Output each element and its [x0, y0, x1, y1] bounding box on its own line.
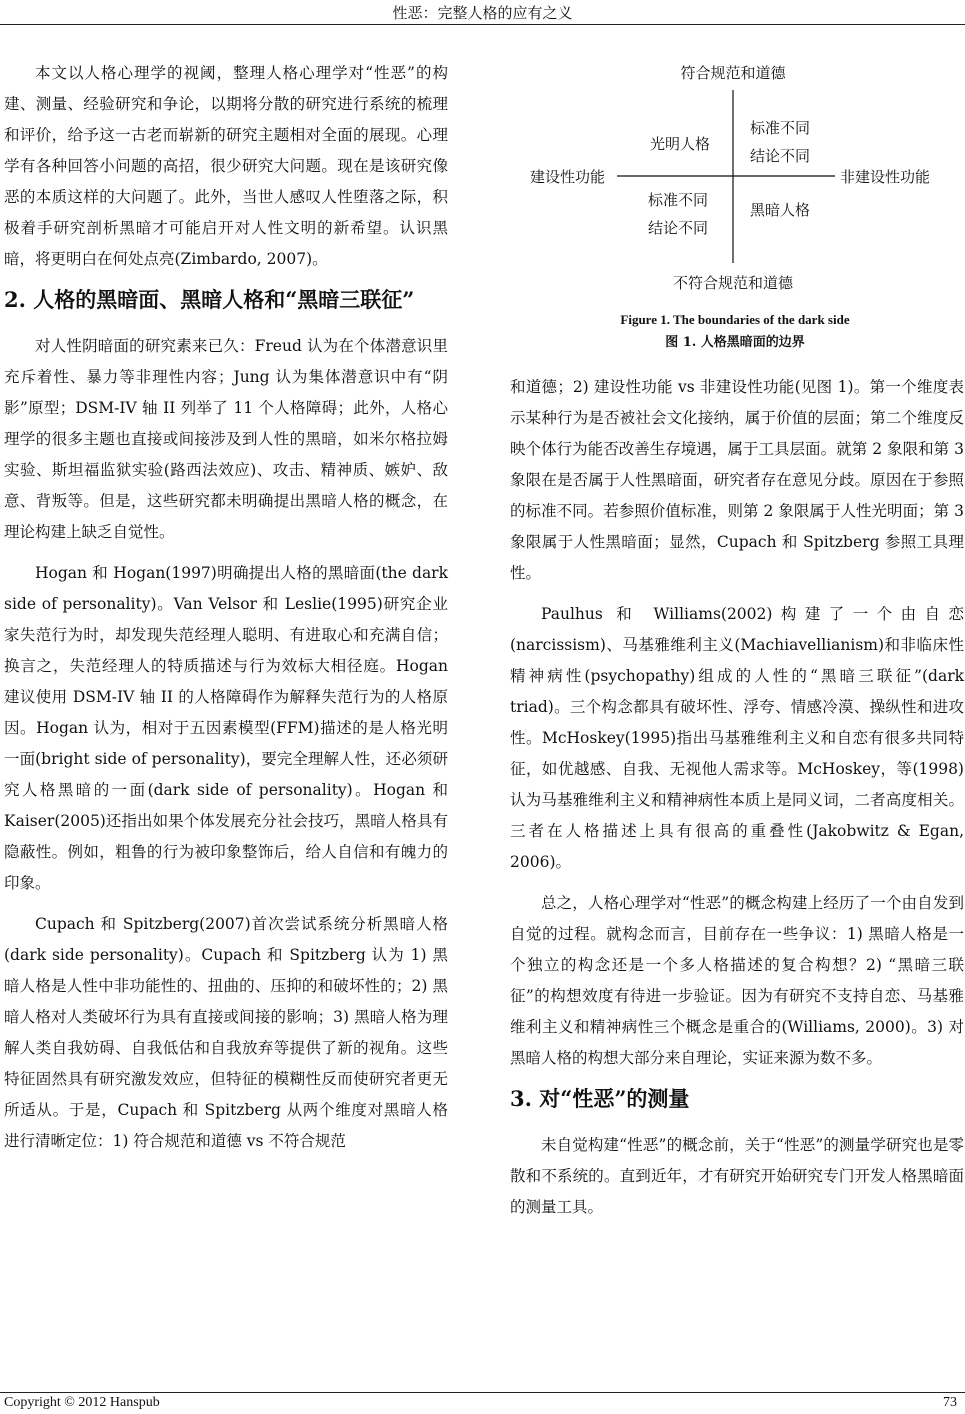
section-heading: 2. 人格的黑暗面、黑暗人格和“黑暗三联征” [4, 287, 415, 312]
axis-label-left: 建设性功能 [530, 168, 606, 186]
quadrant-label-dark: 黑暗人格 [749, 201, 811, 219]
page-number: 73 [943, 1395, 957, 1410]
left-column [4, 58, 448, 1167]
axis-label-bottom: 不符合规范和道德 [672, 274, 794, 292]
axis-label-top: 符合规范和道德 [680, 64, 786, 82]
section-heading: 3. 对“性恶”的测量 [510, 1086, 690, 1111]
running-header: 性恶：完整人格的应有之义 [392, 4, 573, 22]
paragraph: 总之，人格心理学对“性恶”的概念构建上经历了一个由自发到自觉的过程。就构念而言，目前存在一些争议：1) 黑暗人格是一个独立的构念还是一个多人格描述的复合构想？2) “黑暗三联征”的构想效度有待进一步验证。因为有研究不支持自恋、马基雅维利主义和精神病性三个概念是重合的(Williams, 2000)。3) 对黑暗人格的构想大部分来自理论，实证来源为数不多。 [510, 894, 964, 1067]
paragraph: Cupach 和 Spitzberg(2007)首次尝试系统分析黑暗人格(dark side personality)。Cupach 和 Spitzberg 认为 1) 黑暗人格是人性中非功能性的、扭曲的、压抑的和破坏性的；2) 黑暗人格对人类破坏行为具有直接或间接的影响；3) 黑暗人格为理解人类自我妨碍、自我低估和自我放弃等提供了新的视角。这些特征固然具有研究激发效应，但特征的模糊性反而使研究者更无所适从。于是，Cupach 和 Spitzberg 从两个维度对黑暗人格进行清晰定位：1) 符合规范和道德 vs 不符合规范 [4, 915, 448, 1150]
paragraph: 未自觉构建“性恶”的概念前，关于“性恶”的测量学研究也是零散和不系统的。直到近年，才有研究开始研究专门开发人格黑暗面的测量工具。 [510, 1136, 964, 1216]
quadrant-label-q2-line2: 结论不同 [749, 147, 811, 165]
figure-caption-zh: 图 1. 人格黑暗面的边界 [665, 335, 805, 350]
quadrant-label-q2-line1: 标准不同 [749, 119, 811, 137]
paragraph: 本文以人格心理学的视阈，整理人格心理学对“性恶”的构建、测量、经验研究和争论，以期将分散的研究进行系统的梳理和评价，给予这一古老而崭新的研究主题相对全面的展现。心理学有各种回答小问题的高招，很少研究大问题。现在是该研究像恶的本质这样的大问题了。此外，当世人感叹人性堕落之际，积极着手研究剖析黑暗才可能启开对人性文明的新希望。认识黑暗，将更明白在何处点亮(Zimbardo, 2007)。 [4, 64, 448, 268]
paragraph: Hogan 和 Hogan(1997)明确提出人格的黑暗面(the dark side of personality)。Van Velsor 和 Leslie(1995)研究企业家失范行为时，却发现失范经理人聪明、有进取心和充满自信；换言之，失范经理人的特质描述与行为效标大相径庭。Hogan 建议使用 DSM-IV 轴 II 的人格障碍作为解释失范行为的人格原因。Hogan 认为，相对于五因素模型(FFM)描述的是人格光明一面(bright side of personality)，要完全理解人性，还必须研究人格黑暗的一面(dark side of personality)。Hogan 和 Kaiser(2005)还指出如果个体发展充分社会技巧，黑暗人格具有隐蔽性。例如，粗鲁的行为被印象整饰后，给人自信和有魄力的印象。 [4, 564, 448, 892]
quadrant-label-q3-line1: 标准不同 [647, 191, 709, 209]
paragraph: 和道德；2) 建设性功能 vs 非建设性功能(见图 1)。第一个维度表示某种行为是否被社会文化接纳，属于价值的层面；第二个维度反映个体行为能否改善生存境遇，属于工具层面。就第 2 象限和第 3 象限在是否属于人性黑暗面，研究者存在意见分歧。原因在于参照的标准不同。若参照价值标准，则第 2 象限属于人性光明面；第 3 象限属于人性黑暗面；显然，Cupach 和 Spitzberg 参照工具理性。 [510, 378, 964, 582]
paragraph: 对人性阴暗面的研究素来已久：Freud 认为在个体潜意识里充斥着性、暴力等非理性内容；Jung 认为集体潜意识中有“阴影”原型；DSM-IV 轴 II 列举了 11 个人格障碍；此外，人格心理学的很多主题也直接或间接涉及到人性的黑暗，如米尔格拉姆实验、斯坦福监狱实验(路西法效应)、攻击、精神质、嫉妒、敌意、背叛等。但是，这些研究都未明确提出黑暗人格的概念，在理论构建上缺乏自觉性。 [4, 337, 448, 541]
quadrant-diagram [515, 58, 955, 308]
footer-rule [0, 1392, 965, 1393]
quadrant-label-q3-line2: 结论不同 [647, 219, 709, 237]
axis-label-right: 非建设性功能 [840, 168, 931, 186]
figure-1 [515, 58, 955, 358]
quadrant-label-bright: 光明人格 [649, 135, 711, 153]
figure-caption-en: Figure 1. The boundaries of the dark side [620, 312, 850, 327]
header-rule [0, 24, 965, 25]
paragraph: Paulhus 和 Williams(2002)构建了一个由自恋(narcissism)、马基雅维利主义(Machiavellianism)和非临床性精神病性(psychopathy)组成的人性的“黑暗三联征”(dark triad)。三个构念都具有破坏性、浮夸、情感冷漠、操纵性和进攻性。McHoskey(1995)指出马基雅维利主义和自恋有很多共同特征，如优越感、自我、无视他人需求等。McHoskey，等(1998)认为马基雅维利主义和精神病性本质上是同义词，二者高度相关。三者在人格描述上具有很高的重叠性(Jakobwitz & Egan, 2006)。 [510, 605, 964, 871]
right-column [510, 372, 964, 1233]
copyright-notice: Copyright © 2012 Hanspub [4, 1395, 160, 1410]
